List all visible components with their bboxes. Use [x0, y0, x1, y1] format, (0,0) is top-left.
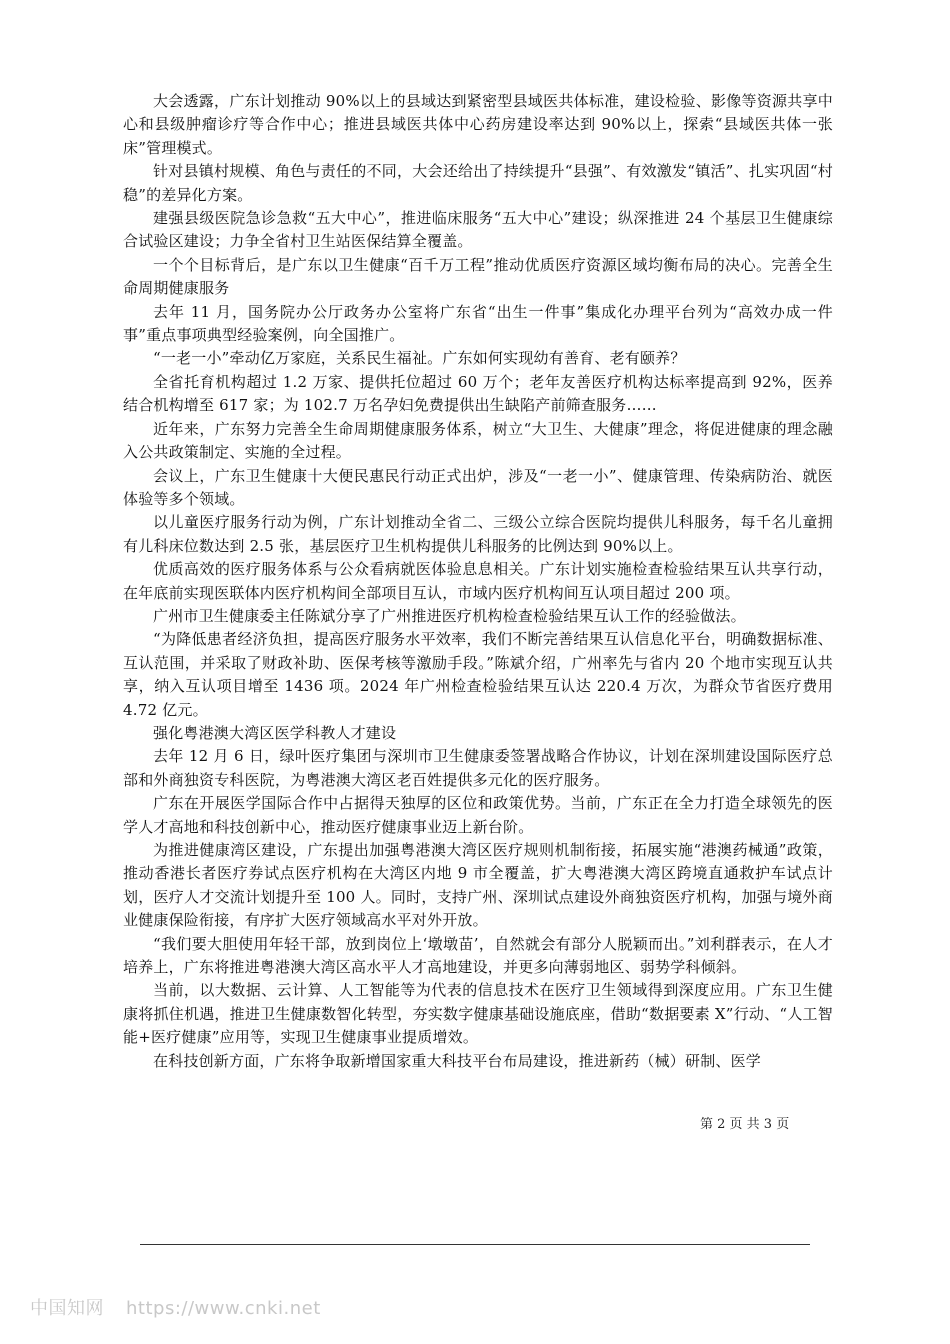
footer-divider: [140, 1244, 810, 1245]
paragraph: 去年 12 月 6 日，绿叶医疗集团与深圳市卫生健康委签署战略合作协议，计划在深圳建设国际医疗总部和外商独资专科医院，为粤港澳大湾区老百姓提供多元化的医疗服务。: [123, 747, 833, 789]
cnki-watermark: [30, 1294, 321, 1320]
paragraph: 优质高效的医疗服务体系与公众看病就医体验息息相关。广东计划实施检查检验结果互认共享行动，在年底前实现医联体内医疗机构间全部项目互认，市域内医疗机构间互认项目超过 200 项。: [123, 560, 833, 602]
paragraph: “我们要大胆使用年轻干部，放到岗位上‘墩墩苗’，自然就会有部分人脱颖而出。”刘利群表示，在人才培养上，广东将推进粤港澳大湾区高水平人才高地建设，并更多向薄弱地区、弱势学科倾斜。: [123, 934, 833, 977]
paragraph: 为推进健康湾区建设，广东提出加强粤港澳大湾区医疗规则机制衔接，拓展实施“港澳药械通”政策，推动香港长者医疗券试点医疗机构在大湾区内地 9 市全覆盖，扩大粤港澳大湾区跨境直通救护车试点计划，医疗人才交流计划提升至 100 人。同时，支持广州、深圳试点建设外商独资医疗机构，加强与境外商业健康保险衔接，有序扩大医疗领域高水平对外开放。: [123, 841, 833, 930]
paragraph: 当前，以大数据、云计算、人工智能等为代表的信息技术在医疗卫生领域得到深度应用。广东卫生健康将抓住机遇，推进卫生健康数智化转型，夯实数字健康基础设施底座，借助“数据要素 X”行动、“人工智能+医疗健康”应用等，实现卫生健康事业提质增效。: [123, 981, 833, 1047]
watermark-site: https://www.cnki.net: [126, 1298, 321, 1319]
paragraph: 一个个目标背后，是广东以卫生健康“百千万工程”推动优质医疗资源区域均衡布局的决心。完善全生命周期健康服务: [123, 255, 833, 298]
paragraph: “为降低患者经济负担，提高医疗服务水平效率，我们不断完善结果互认信息化平台，明确数据标准、互认范围，并采取了财政补助、医保考核等激励手段。”陈斌介绍，广州率先与省内 20 个地市实现互认共享，纳入互认项目增至 1436 项。2024 年广州检查检验结果互认达 220.4 万次，为群众节省医疗费用 4.72 亿元。: [123, 630, 833, 719]
paragraph: 会议上，广东卫生健康十大便民惠民行动正式出炉，涉及“一老一小”、健康管理、传染病防治、就医体验等多个领域。: [123, 466, 833, 508]
paragraph: 大会透露，广东计划推动 90%以上的县域达到紧密型县域医共体标准，建设检验、影像等资源共享中心和县级肿瘤诊疗等合作中心；推进县域医共体中心药房建设率达到 90%以上，探索“县域医共体一张床”管理模式。: [123, 92, 833, 157]
article-body: [123, 90, 833, 1073]
paragraph: 全省托育机构超过 1.2 万家、提供托位超过 60 万个；老年友善医疗机构达标率提高到 92%，医养结合机构增至 617 家；为 102.7 万名孕妇免费提供出生缺陷产前筛查服务……: [123, 372, 833, 415]
section-heading: 强化粤港澳大湾区医学科教人才建设: [153, 723, 397, 742]
paragraph: 广州市卫生健康委主任陈斌分享了广州推进医疗机构检查检验结果互认工作的经验做法。: [153, 606, 746, 625]
paragraph: “一老一小”牵动亿万家庭，关系民生福祉。广东如何实现幼有善育、老有颐养？: [153, 349, 686, 368]
page-number: 第 2 页 共 3 页: [700, 1117, 790, 1132]
paragraph: 以儿童医疗服务行动为例，广东计划推动全省二、三级公立综合医院均提供儿科服务，每千名儿童拥有儿科床位数达到 2.5 张，基层医疗卫生机构提供儿科服务的比例达到 90%以上。: [123, 513, 833, 555]
paragraph: 建强县级医院急诊急救“五大中心”，推进临床服务“五大中心”建设；纵深推进 24 个基层卫生健康综合试验区建设；力争全省村卫生站医保结算全覆盖。: [123, 209, 833, 251]
paragraph: 近年来，广东努力完善全生命周期健康服务体系，树立“大卫生、大健康”理念，将促进健康的理念融入公共政策制定、实施的全过程。: [123, 419, 833, 462]
paragraph: 广东在开展医学国际合作中占据得天独厚的区位和政策优势。当前，广东正在全力打造全球领先的医学人才高地和科技创新中心，推动医疗健康事业迈上新台阶。: [123, 794, 833, 836]
paragraph: 去年 11 月，国务院办公厅政务办公室将广东省“出生一件事”集成化办理平台列为“高效办成一件事”重点事项典型经验案例，向全国推广。: [123, 302, 833, 345]
watermark-brand: 中国知网: [30, 1298, 104, 1319]
paragraph: 针对县镇村规模、角色与责任的不同，大会还给出了持续提升“县强”、有效激发“镇活”、扎实巩固“村稳”的差异化方案。: [123, 162, 833, 204]
paragraph: 在科技创新方面，广东将争取新增国家重大科技平台布局建设，推进新药（械）研制、医学: [153, 1051, 762, 1070]
